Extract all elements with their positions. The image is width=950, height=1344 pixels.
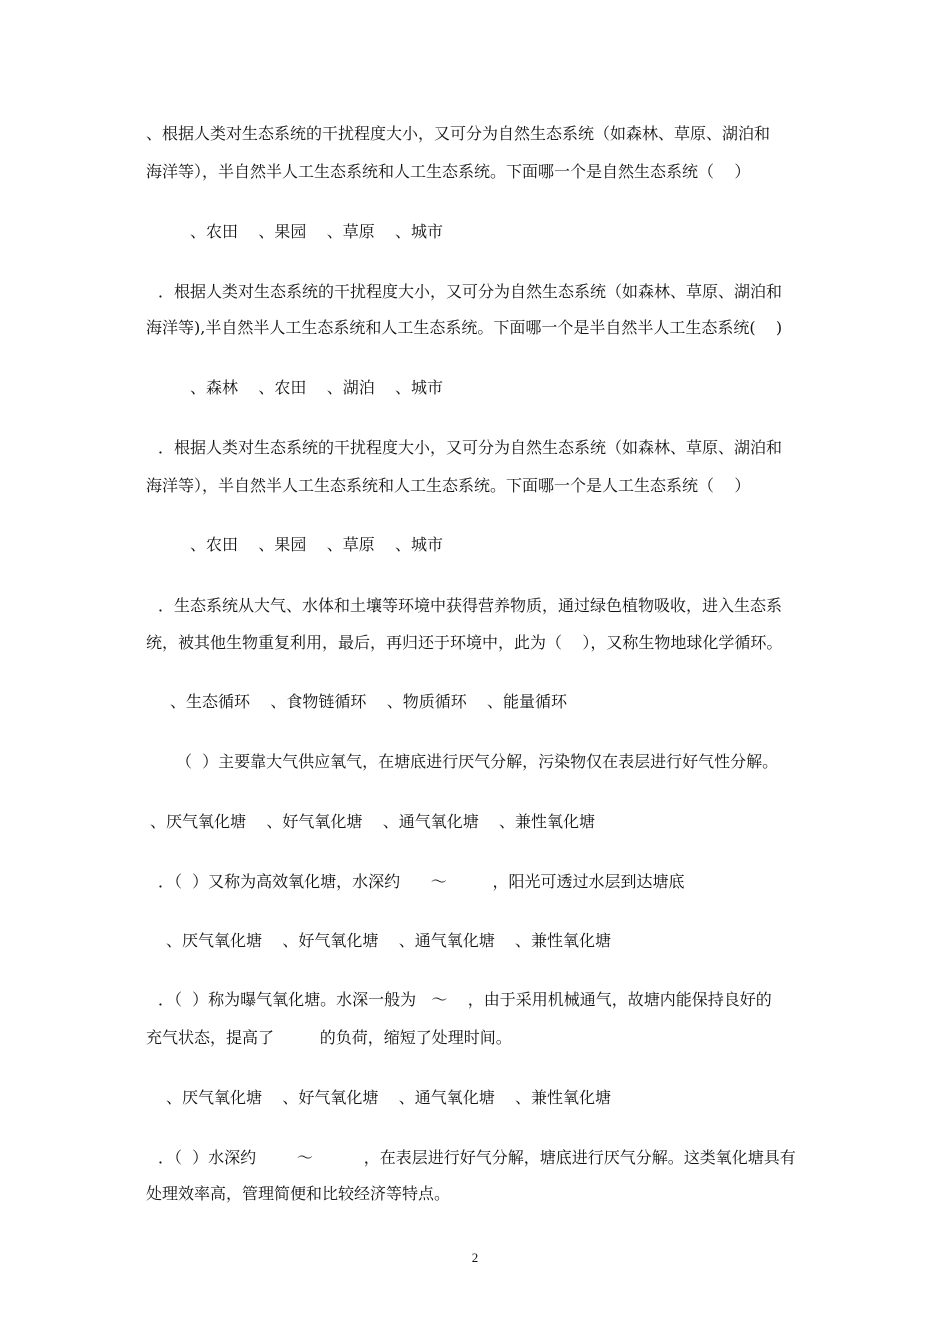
question-7-options: 、厌气氧化塘 、好气氧化塘 、通气氧化塘 、兼性氧化塘 [166, 1088, 612, 1107]
question-3-options: 、农田 、果园 、草原 、城市 [190, 535, 444, 554]
question-1-options: 、农田 、果园 、草原 、城市 [190, 222, 444, 241]
question-4-stem-line-1: ．生态系统从大气、水体和土壤等环境中获得营养物质，通过绿色植物吸收，进入生态系 [158, 596, 783, 615]
question-2-options: 、森林 、农田 、湖泊 、城市 [190, 378, 444, 397]
question-7-stem-line-2: 充气状态，提高了 的负荷，缩短了处理时间。 [146, 1028, 512, 1047]
question-2-stem-line-2: 海洋等),半自然半人工生态系统和人工生态系统。下面哪一个是半自然半人工生态系统( ) [146, 318, 783, 337]
question-6-stem-line-1: ．（ ）又称为高效氧化塘，水深约 ～ ，阳光可透过水层到达塘底 [158, 872, 685, 891]
question-2-stem-line-1: ．根据人类对生态系统的干扰程度大小，又可分为自然生态系统（如森林、草原、湖泊和 [158, 282, 783, 301]
question-6-options: 、厌气氧化塘 、好气氧化塘 、通气氧化塘 、兼性氧化塘 [166, 931, 612, 950]
question-3-stem-line-1: ．根据人类对生态系统的干扰程度大小，又可分为自然生态系统（如森林、草原、湖泊和 [158, 438, 783, 457]
question-5-options: 、厌气氧化塘 、好气氧化塘 、通气氧化塘 、兼性氧化塘 [150, 812, 596, 831]
question-8-stem-line-1: ．（ ）水深约 ～ ，在表层进行好气分解，塘底进行厌气分解。这类氧化塘具有 [158, 1148, 796, 1167]
question-4-options: 、生态循环 、食物链循环 、物质循环 、能量循环 [170, 692, 568, 711]
page-number: 2 [471, 1250, 479, 1265]
question-8-stem-line-2: 处理效率高，管理简便和比较经济等特点。 [146, 1184, 451, 1203]
question-4-stem-line-2: 统，被其他生物重复利用，最后，再归还于环境中，此为（ ），又称生物地球化学循环。 [146, 633, 783, 652]
question-7-stem-line-1: ．（ ）称为曝气氧化塘。水深一般为 ～ ，由于采用机械通气，故塘内能保持良好的 [158, 990, 772, 1009]
question-5-stem-line-1: （ ）主要靠大气供应氧气，在塘底进行厌气分解，污染物仅在表层进行好气性分解。 [176, 752, 779, 771]
question-1-stem-line-1: 、根据人类对生态系统的干扰程度大小，又可分为自然生态系统（如森林、草原、湖泊和 [146, 124, 771, 143]
question-3-stem-line-2: 海洋等），半自然半人工生态系统和人工生态系统。下面哪一个是人工生态系统（ ） [146, 476, 751, 495]
question-1-stem-line-2: 海洋等），半自然半人工生态系统和人工生态系统。下面哪一个是自然生态系统（ ） [146, 162, 751, 181]
